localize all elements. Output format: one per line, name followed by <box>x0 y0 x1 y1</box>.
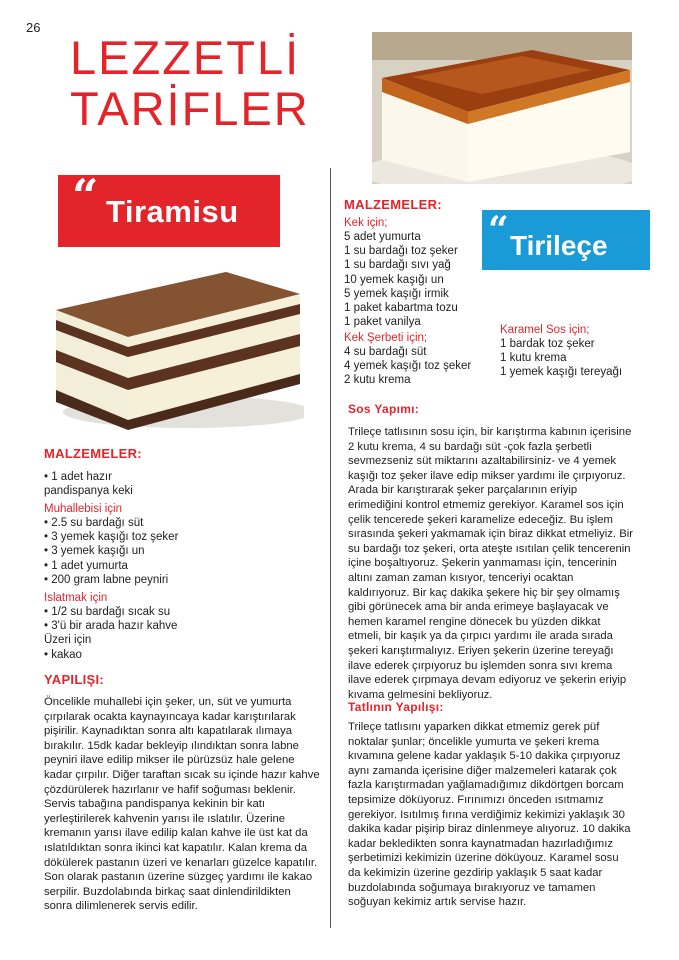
magazine-title <box>70 32 310 134</box>
list-item: Üzeri için <box>44 634 92 647</box>
list-item: 4 su bardağı süt <box>344 346 427 358</box>
tiramisu-method-text: Öncelikle muhallebi için şeker, un, süt ve yumurta çırpılarak ocakta kaynayıncaya kadar karıştırılarak pişirilir. Kaynadıktan sonra altı kapatılarak ılımaya bırakılır. 15dk kadar bekleyip ılındıktan sonra labne peyniri ilave edilip mikser ile pürüzsüz hale gelene kadar çırpılır. Diğer taraftan sıcak su içinde hazır kahve çözdürülerek hazırlanır ve hafif soğuması beklenir. Servis tabağına pandispanya kekinin bir katı yerleştirilerek kahvenin yarısı ile ıslatılır. Üzerine kremanın yarısı ilave edilip kalan kahve ile üst kat da ıslatıldıktan sonra ikinci kat kapatılır. Kalan krema da dökülerek pastanın üzeri ve kenarları güzelce kapatılır. Son olarak pastanın üzerine süzgeç yardımı ile kakao serpilir. Buzdolabında birkaç saat dinlendirildikten sonra dilimlenerek servis edilir. <box>44 696 320 913</box>
tiramisu-title-banner <box>58 169 280 247</box>
list-item: 1 yemek kaşığı tereyağı <box>500 366 623 379</box>
list-item: • 3 yemek kaşığı toz şeker <box>44 531 179 544</box>
list-item: 1 kutu krema <box>500 352 567 365</box>
tatli-text: Trileçe tatlısını yaparken dikkat etmemiz gerek püf noktalar şunlar; öncelikle yumurta ve şekeri krema kıvamına gelene kadar yaklaşık 5-10 dakika çırpıyoruz aynı zamanda içerisine diğer malzemeleri katarak çok fazla karıştırmadan yağlamadığımız dikdörtgen borcam tepsimize döküyoruz. Fırınımızı önceden ısıtmamız gerekiyor. Isıtılmış fırına verdiğimiz kekimizi yaklaşık 30 dakika kadar pişirip biraz dinlenmeye alıyoruz. 10 dakika kadar bekledikten sonra kaynatmadan hazırladığımız şerbetimizi kekimizin üzerine döküyouz. Karamel sosu da kekimizin üzerine gezdirip yaklaşık 5 saat kadar buzdolabında soğumaya bırakıyoruz ve tamamen soğuyan kekimiz artık servise hazır. <box>348 721 631 909</box>
list-item: • kakao <box>44 648 82 661</box>
kek-heading: Kek için; <box>344 217 388 229</box>
quote-mark-icon: “ <box>72 169 99 223</box>
list-item: 5 adet yumurta <box>344 231 421 243</box>
tiramisu-photo <box>48 262 304 432</box>
list-item: 1 paket kabartma tozu <box>344 302 458 315</box>
tiramisu-method-heading: YAPILIŞI: <box>44 672 105 687</box>
karamel-heading: Karamel Sos için; <box>500 324 590 336</box>
muhallebi-list <box>44 516 178 587</box>
list-item: • 1/2 su bardağı sıcak su <box>44 606 171 618</box>
page-number: 26 <box>26 20 41 35</box>
islatmak-heading: Islatmak için <box>44 592 108 604</box>
muhallebi-heading: Muhallebisi için <box>44 503 122 515</box>
list-item: 1 su bardağı sıvı yağ <box>344 259 451 272</box>
list-item: • 1 adet yumurta <box>44 559 128 572</box>
list-item: • 200 gram labne peyniri <box>44 573 169 586</box>
list-item: 10 yemek kaşığı un <box>344 273 444 286</box>
serbet-heading: Kek Şerbeti için; <box>344 332 428 344</box>
tiramisu-ingredients-heading: MALZEMELER: <box>44 446 142 461</box>
tiramisu-title: Tiramisu <box>106 194 239 229</box>
quote-mark-icon: “ <box>488 209 509 251</box>
magazine-title-line2: TARİFLER <box>70 82 310 135</box>
tatli-heading: Tatlının Yapılışı: <box>348 700 444 714</box>
list-item: • 2.5 su bardağı süt <box>44 517 144 529</box>
sos-heading: Sos Yapımı: <box>348 402 420 416</box>
kek-list <box>344 230 458 329</box>
tirilece-title-banner <box>482 210 650 270</box>
list-item: 2 kutu krema <box>344 374 411 387</box>
list-item: 1 bardak toz şeker <box>500 338 595 350</box>
list-item: • 3 yemek kaşığı un <box>44 545 145 558</box>
list-item: 5 yemek kaşığı irmik <box>344 287 449 300</box>
column-divider <box>330 168 331 928</box>
list-item: 1 su bardağı toz şeker <box>344 245 458 258</box>
list-item: 4 yemek kaşığı toz şeker <box>344 360 472 373</box>
tirilece-photo <box>372 32 632 184</box>
list-item: • 1 adet hazır <box>44 471 112 483</box>
serbet-list <box>344 345 471 388</box>
tiramisu-base-list <box>44 470 133 498</box>
list-item: pandispanya keki <box>44 485 133 498</box>
list-item: • 3'ü bir arada hazır kahve <box>44 620 178 633</box>
tirilece-ingredients-heading: MALZEMELER: <box>344 197 442 212</box>
karamel-list <box>500 337 622 380</box>
islatmak-list <box>44 605 177 662</box>
magazine-title-line1: LEZZETLİ <box>70 31 301 84</box>
sos-text: Trileçe tatlısının sosu için, bir karıştırma kabının içerisine 2 kutu krema, 4 su bardağı süt -çok fazla şerbetli sevmezseniz süt miktarını azaltabilirsiniz- ve 4 yemek kaşığı toz şeker ilave edip mikser yardımı ile çırpıyoruz. Arada bir karıştırarak şeker parçalarının eriyip erimediğini kontrol etmemiz gerekiyor. Karamel sos için çelik tencerede şekeri karamelize edeceğiz. Bu işlem sırasında şekeri yakmamak için biraz dikkat etmeliyiz. Bir su bardağı toz şekeri, orta ateşte ısıtılan çelik tencerenin içine boşaltıyoruz. Şekerin yanmaması için, tencerinin altını zaman zaman kısıyor, tenceriyi ocaktan kaldırıyoruz. Bir kaç dakika şekere hiç bir şey olmamış gibi görünecek ama bir anda erimeye başlayacak ve hemen karamel rengine dönecek bu yüzden dikkat etmeli, bir kaşık ya da çırpıcı yardımı ile arada sırada şekeri karıştırmalıyız. Eriyen şekerin üzerine tereyağı ilave ederek çırpıyoruz bu işlemden sonra sıvı krema ilave ederek çırpmaya devam ediyoruz ve şekerin eriyip kıvama gelmesini bekliyoruz. <box>348 426 634 701</box>
tirilece-title: Tirileçe <box>510 230 608 261</box>
list-item: 1 paket vanilya <box>344 316 421 329</box>
